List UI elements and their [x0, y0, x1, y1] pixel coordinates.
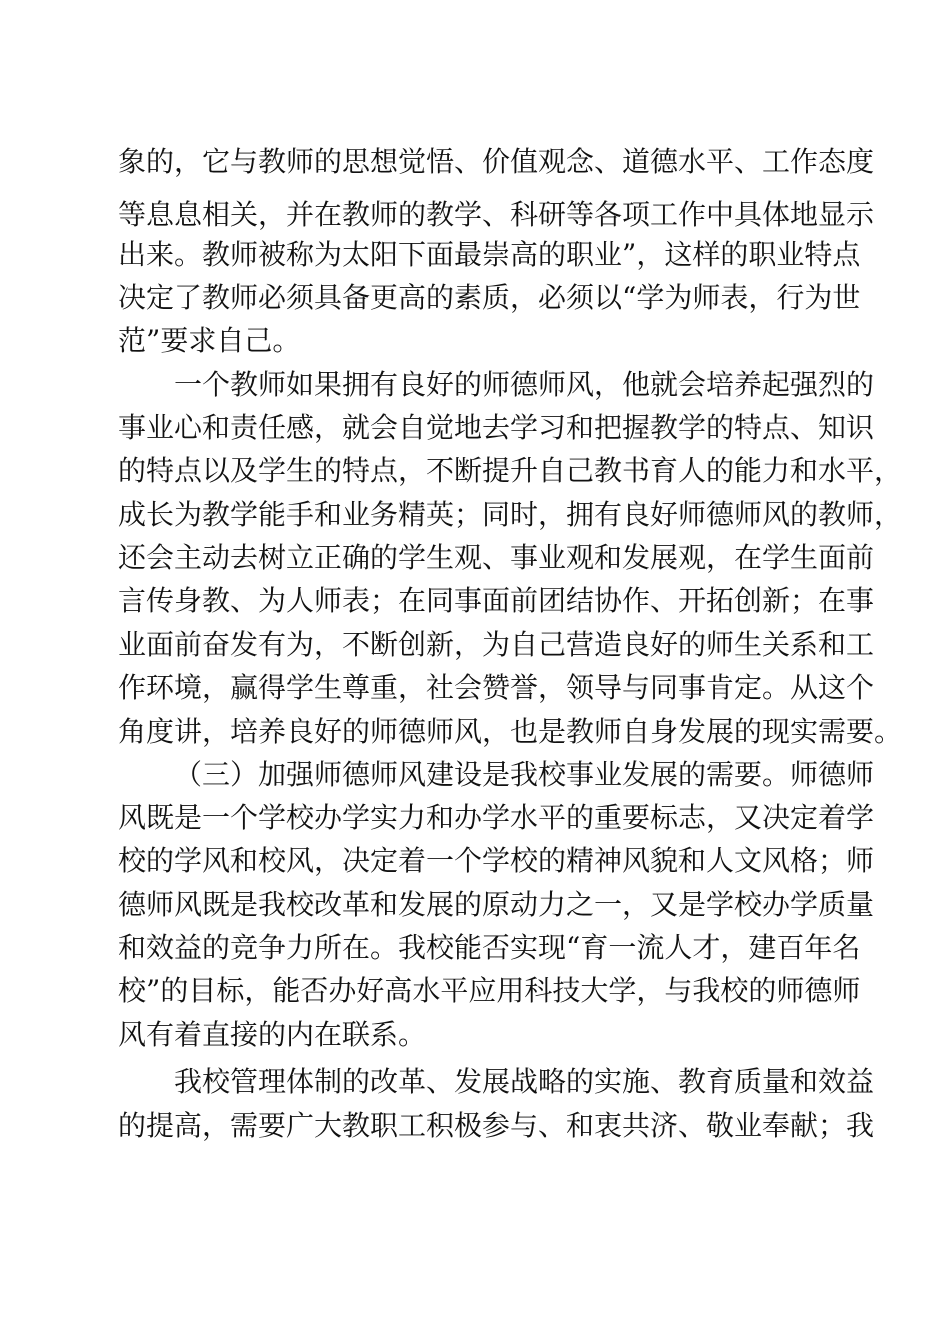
text-line: 还会主动去树立正确的学生观、事业观和发展观，在学生面前 — [118, 541, 875, 574]
text-line: 出来。教师被称为太阳下面最崇高的职业”，这样的职业特点 — [118, 238, 861, 271]
text-line: 的提高，需要广大教职工积极参与、和衷共济、敬业奉献；我 — [118, 1109, 875, 1142]
text-line: 言传身教、为人师表；在同事面前团结协作、开拓创新；在事 — [118, 584, 875, 617]
text-line: 风有着直接的内在联系。 — [118, 1018, 427, 1051]
text-line: 业面前奋发有为，不断创新，为自己营造良好的师生关系和工 — [118, 628, 875, 661]
paragraph-first-line: 我校管理体制的改革、发展战略的实施、教育质量和效益 — [174, 1065, 875, 1098]
text-line: 德师风既是我校改革和发展的原动力之一，又是学校办学质量 — [118, 888, 875, 921]
text-line: 事业心和责任感，就会自觉地去学习和把握教学的特点、知识 — [118, 411, 875, 444]
text-line: 等息息相关，并在教师的教学、科研等各项工作中具体地显示 — [118, 198, 875, 231]
text-line: 校”的目标，能否办好高水平应用科技大学，与我校的师德师 — [118, 974, 861, 1007]
text-line: 风既是一个学校办学实力和办学水平的重要标志，又决定着学 — [118, 801, 875, 834]
paragraph-first-line: 一个教师如果拥有良好的师德师风，他就会培养起强烈的 — [174, 368, 875, 401]
section-heading-line: （三）加强师德师风建设是我校事业发展的需要。师德师 — [174, 758, 875, 791]
text-line: 作环境，赢得学生尊重，社会赞誉，领导与同事肯定。从这个 — [118, 671, 875, 704]
text-line: 范”要求自己。 — [118, 324, 301, 357]
text-line: 决定了教师必须具备更高的素质，必须以“学为师表，行为世 — [118, 281, 861, 314]
text-line: 的特点以及学生的特点，不断提升自己教书育人的能力和水平， — [118, 454, 903, 487]
text-line: 角度讲，培养良好的师德师风，也是教师自身发展的现实需要。 — [118, 715, 903, 748]
text-line: 校的学风和校风，决定着一个学校的精神风貌和人文风格；师 — [118, 844, 875, 877]
text-line: 和效益的竞争力所在。我校能否实现“育一流人才，建百年名 — [118, 931, 861, 964]
text-line: 象的，它与教师的思想觉悟、价值观念、道德水平、工作态度 — [118, 145, 875, 178]
text-line: 成长为教学能手和业务精英；同时，拥有良好师德师风的教师， — [118, 498, 903, 531]
